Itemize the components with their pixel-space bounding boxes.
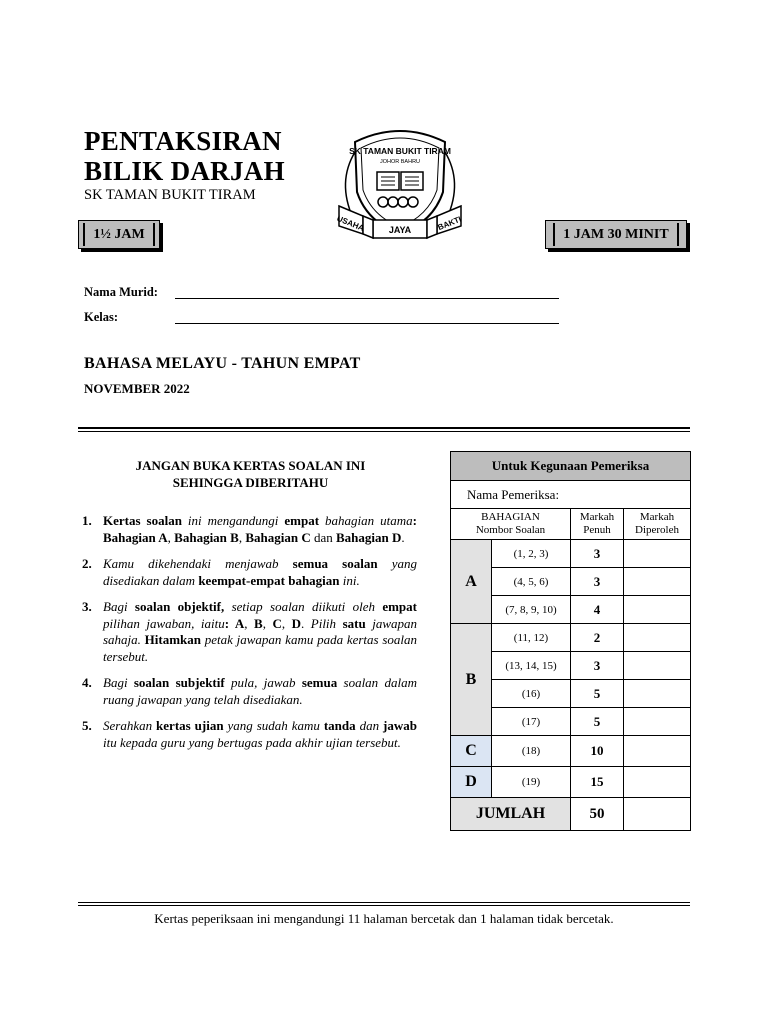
instruction-text: Bahagian B	[174, 529, 239, 545]
obtained-marks-field[interactable]	[624, 568, 691, 596]
obtained-marks-field[interactable]	[624, 736, 691, 767]
instruction-number: 4.	[82, 675, 92, 690]
obtained-marks-field[interactable]	[624, 652, 691, 680]
instruction-text: pilihan jawaban, iaitu	[103, 615, 225, 631]
instruction-text: empat	[382, 599, 417, 614]
question-range: (11, 12)	[492, 624, 571, 652]
instruction-text: pula, jawab	[224, 675, 302, 690]
full-marks: 10	[571, 736, 624, 767]
instruction-text: keempat-empat bahagian	[198, 572, 340, 588]
instruction-text: :	[412, 513, 417, 528]
instruction-number: 2.	[82, 556, 92, 571]
full-marks: 5	[571, 680, 624, 708]
section-label: C	[451, 736, 492, 767]
crest-ribbon-right: BAKTI	[436, 214, 463, 233]
instruction-text: Bahagian A	[103, 529, 168, 545]
instruction-text: Hitamkan	[144, 632, 202, 647]
instruction-text: setiap soalan diikuti oleh	[224, 599, 383, 614]
table-row	[451, 767, 691, 798]
total-obtained-field[interactable]	[624, 798, 691, 831]
obtained-marks-field[interactable]	[624, 596, 691, 624]
instruction-number: 3.	[82, 599, 92, 614]
instruction-text: ,	[244, 615, 255, 631]
instruction-text: dan	[310, 529, 337, 545]
full-marks: 4	[571, 596, 624, 624]
question-range: (1, 2, 3)	[492, 540, 571, 568]
duration-box-right	[545, 220, 687, 249]
crest-ribbon-left: USAHA	[335, 213, 366, 233]
exam-month: NOVEMBER 2022	[84, 381, 190, 396]
instruction-item	[82, 556, 417, 589]
col-got-label-2: Diperoleh	[635, 524, 679, 536]
full-marks: 15	[571, 767, 624, 798]
instruction-text: yang disediakan dalam	[103, 556, 417, 588]
instruction-item	[82, 599, 417, 665]
instruction-text: dan	[355, 718, 384, 733]
student-name-label: Nama Murid:	[84, 285, 158, 299]
instruction-text: ini mengandungi	[181, 513, 285, 528]
table-row	[451, 736, 691, 767]
instruction-text: satu	[342, 615, 366, 631]
instruction-text: .	[301, 615, 311, 631]
full-marks: 5	[571, 708, 624, 736]
section-label: A	[451, 540, 492, 624]
instruction-text: bahagian utama	[319, 513, 413, 528]
duration-right: 1 JAM 30 MINIT	[553, 223, 678, 246]
col-header-full-marks	[571, 509, 624, 540]
subject-title: BAHASA MELAYU - TAHUN EMPAT	[84, 355, 361, 372]
crest-ribbon-mid: JAYA	[388, 225, 412, 235]
obtained-marks-field[interactable]	[624, 708, 691, 736]
question-range: (13, 14, 15)	[492, 652, 571, 680]
instructions-list	[82, 513, 417, 761]
instruction-text: itu kepada guru yang bertugas pada akhir ujian tersebut.	[103, 734, 401, 750]
instruction-text: kertas ujian	[156, 718, 224, 733]
school-crest-icon	[333, 122, 467, 246]
warning-line-2: SEHINGGA DIBERITAHU	[172, 475, 329, 490]
instruction-text: soalan dalam ruang jawapan yang telah disediakan.	[103, 675, 417, 707]
instruction-text: yang sudah kamu	[223, 718, 324, 733]
question-range: (4, 5, 6)	[492, 568, 571, 596]
score-table-heading: Untuk Kegunaan Pemeriksa	[451, 452, 691, 481]
divider-bottom-2	[78, 905, 690, 906]
obtained-marks-field[interactable]	[624, 624, 691, 652]
instruction-text: Serahkan	[103, 718, 157, 733]
instruction-text: Pilih	[310, 615, 343, 631]
crest-sub-text: JOHOR BAHRU	[379, 159, 421, 165]
score-table	[450, 451, 691, 831]
instruction-item	[82, 513, 417, 546]
divider-bottom-1	[78, 902, 690, 903]
col-header-obtained-marks	[624, 509, 691, 540]
question-range: (17)	[492, 708, 571, 736]
col-full-label-2: Penuh	[583, 524, 611, 536]
col-questions-label: Nombor Soalan	[475, 524, 546, 536]
instruction-text: Bahagian D	[336, 529, 402, 545]
total-marks: 50	[571, 798, 624, 831]
section-label: D	[451, 767, 492, 798]
table-row	[451, 540, 691, 568]
instruction-item	[82, 675, 417, 708]
section-label: B	[451, 624, 492, 736]
warning-line-1: JANGAN BUKA KERTAS SOALAN INI	[135, 458, 366, 473]
instruction-text: semua soalan	[292, 556, 378, 571]
instruction-text: Bagi	[103, 599, 135, 614]
duration-left: 1½ JAM	[83, 223, 154, 246]
warning-heading	[84, 457, 417, 491]
instruction-text: ini.	[339, 572, 360, 588]
instruction-text: D	[291, 615, 301, 631]
obtained-marks-field[interactable]	[624, 767, 691, 798]
col-full-label-1: Markah	[579, 511, 615, 523]
instruction-text: soalan subjektif	[133, 675, 225, 690]
question-range: (7, 8, 9, 10)	[492, 596, 571, 624]
obtained-marks-field[interactable]	[624, 680, 691, 708]
instruction-text: Kertas soalan	[103, 513, 182, 528]
instruction-text: : A	[224, 615, 245, 631]
instruction-text: jawab	[383, 718, 417, 733]
divider-top-2	[78, 431, 690, 432]
instruction-text: ,	[262, 615, 273, 631]
class-label: Kelas:	[84, 310, 119, 324]
table-row	[451, 624, 691, 652]
instruction-number: 5.	[82, 718, 92, 733]
full-marks: 3	[571, 652, 624, 680]
instruction-text: B	[254, 615, 263, 631]
page-title	[84, 126, 285, 186]
obtained-marks-field[interactable]	[624, 540, 691, 568]
question-range: (16)	[492, 680, 571, 708]
instruction-text: tanda	[323, 718, 356, 733]
page-footer: Kertas peperiksaan ini mengandungi 11 halaman bercetak dan 1 halaman tidak bercetak.	[154, 911, 614, 926]
instruction-text: Kamu dikehendaki menjawab	[103, 556, 293, 571]
col-got-label-1: Markah	[639, 511, 675, 523]
instruction-text: ,	[167, 529, 175, 545]
instruction-text: jawapan sahaja.	[103, 615, 417, 647]
school-name: SK TAMAN BUKIT TIRAM	[84, 187, 256, 203]
instruction-text: semua	[301, 675, 338, 690]
col-section-label: BAHAGIAN	[481, 511, 540, 523]
full-marks: 3	[571, 568, 624, 596]
col-header-section	[451, 509, 571, 540]
title-line-2: BILIK DARJAH	[84, 156, 285, 186]
title-line-1: PENTAKSIRAN	[84, 126, 282, 156]
instruction-text: petak jawapan kamu pada kertas soalan tersebut.	[103, 632, 417, 664]
examiner-name-field[interactable]: Nama Pemeriksa:	[451, 481, 691, 509]
full-marks: 3	[571, 540, 624, 568]
instruction-text: Bagi	[103, 675, 134, 690]
class-field[interactable]	[175, 323, 559, 324]
instruction-text: C	[272, 615, 282, 631]
duration-box-left	[78, 220, 160, 249]
instruction-number: 1.	[82, 513, 92, 528]
divider-top-1	[78, 427, 690, 429]
instruction-text: ,	[281, 615, 292, 631]
question-range: (18)	[492, 736, 571, 767]
crest-top-text: SK TAMAN BUKIT TIRAM	[349, 146, 451, 156]
instruction-text: ,	[238, 529, 246, 545]
instruction-text: .	[401, 529, 405, 545]
instruction-text: Bahagian C	[245, 529, 311, 545]
instruction-text: soalan objektif,	[134, 599, 225, 614]
student-name-field[interactable]	[175, 298, 559, 299]
full-marks: 2	[571, 624, 624, 652]
question-range: (19)	[492, 767, 571, 798]
instruction-item	[82, 718, 417, 751]
instruction-text: empat	[284, 513, 320, 528]
total-label: JUMLAH	[451, 798, 571, 831]
